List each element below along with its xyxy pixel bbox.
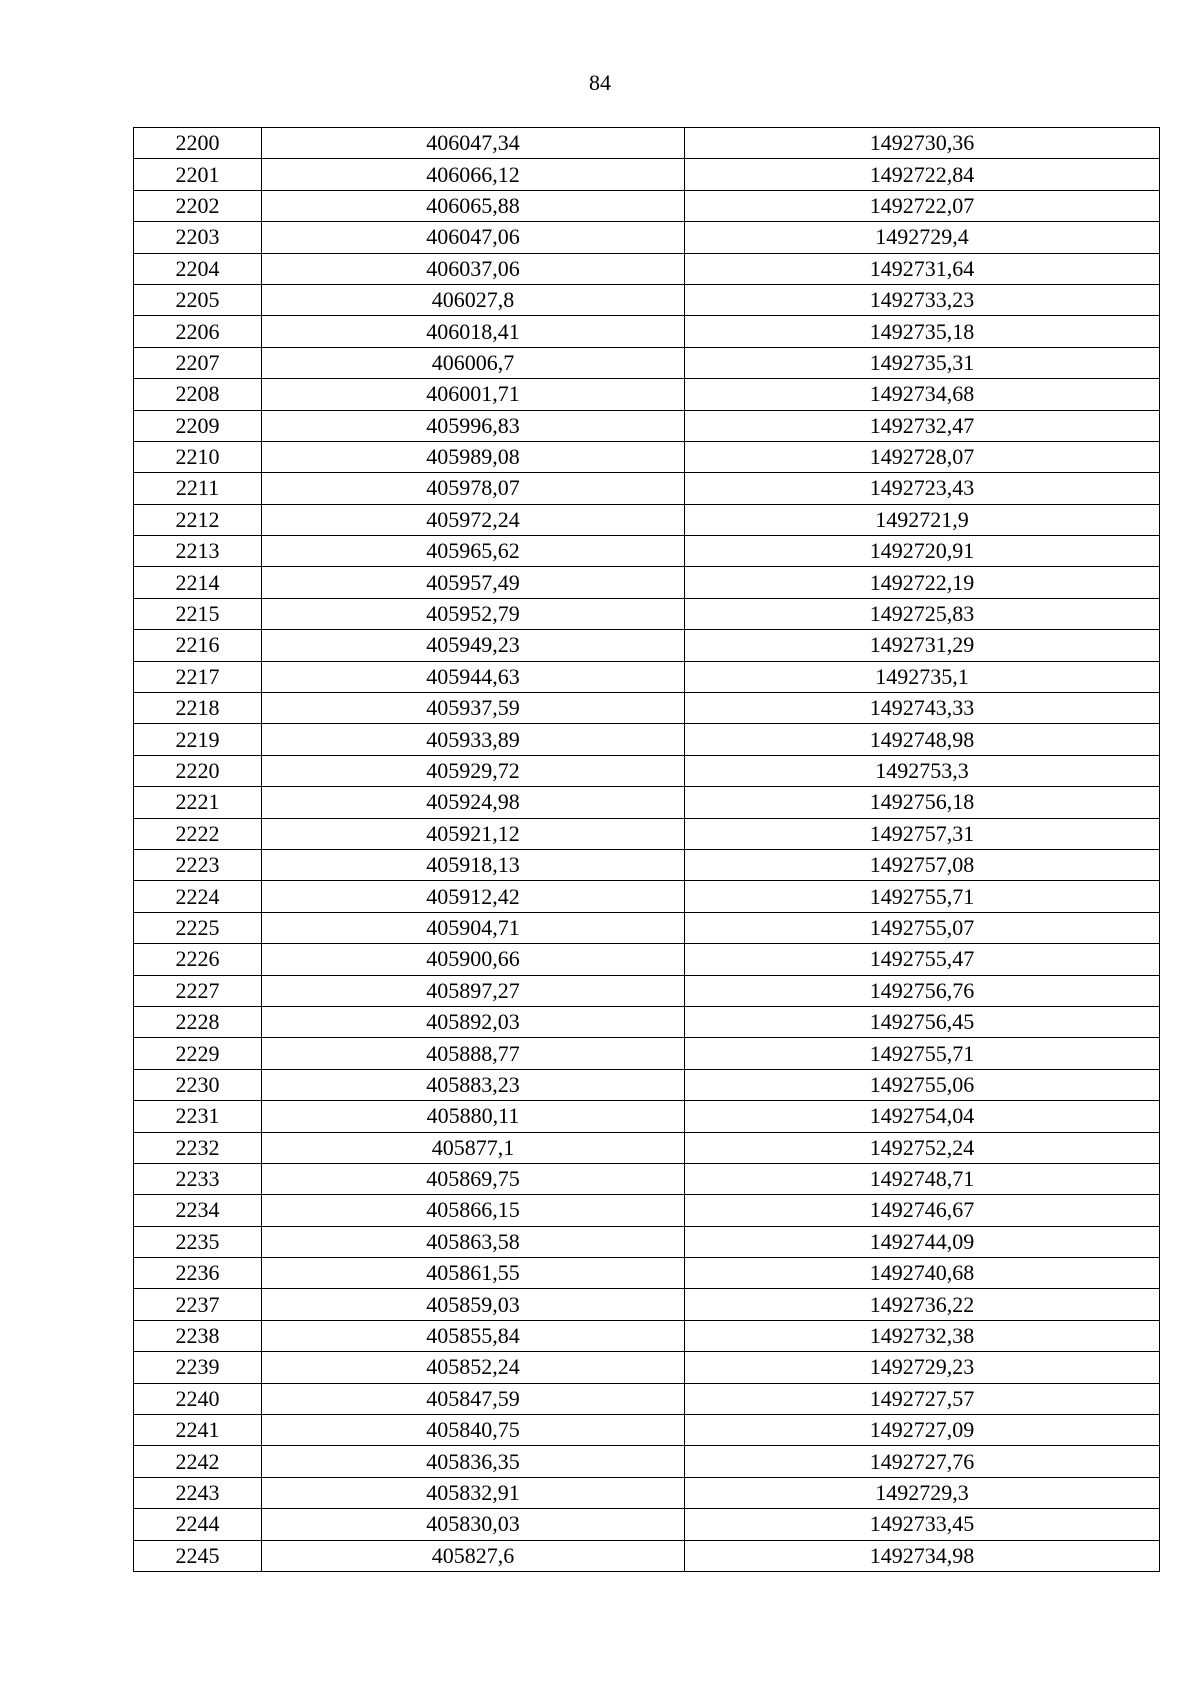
table-row: [134, 912, 1160, 943]
x-coordinate-cell: 405880,11: [262, 1101, 685, 1132]
y-coordinate-cell: 1492722,19: [685, 567, 1160, 598]
y-coordinate-cell: 1492746,67: [685, 1195, 1160, 1226]
y-coordinate-cell: 1492736,22: [685, 1289, 1160, 1320]
table-row: [134, 818, 1160, 849]
point-number-cell: 2211: [134, 473, 262, 504]
point-number-cell: 2244: [134, 1509, 262, 1540]
x-coordinate-cell: 406047,34: [262, 128, 685, 159]
table-row: [134, 1446, 1160, 1477]
y-coordinate-cell: 1492727,76: [685, 1446, 1160, 1477]
x-coordinate-cell: 405904,71: [262, 912, 685, 943]
table-row: [134, 787, 1160, 818]
point-number-cell: 2206: [134, 316, 262, 347]
x-coordinate-cell: 405840,75: [262, 1415, 685, 1446]
x-coordinate-cell: 405900,66: [262, 944, 685, 975]
x-coordinate-cell: 405933,89: [262, 724, 685, 755]
x-coordinate-cell: 405892,03: [262, 1006, 685, 1037]
x-coordinate-cell: 405836,35: [262, 1446, 685, 1477]
y-coordinate-cell: 1492730,36: [685, 128, 1160, 159]
y-coordinate-cell: 1492755,47: [685, 944, 1160, 975]
table-row: [134, 441, 1160, 472]
table-row: [134, 630, 1160, 661]
y-coordinate-cell: 1492725,83: [685, 598, 1160, 629]
x-coordinate-cell: 406018,41: [262, 316, 685, 347]
point-number-cell: 2210: [134, 441, 262, 472]
point-number-cell: 2209: [134, 410, 262, 441]
point-number-cell: 2239: [134, 1352, 262, 1383]
x-coordinate-cell: 406027,8: [262, 284, 685, 315]
point-number-cell: 2233: [134, 1163, 262, 1194]
table-row: [134, 1477, 1160, 1508]
y-coordinate-cell: 1492754,04: [685, 1101, 1160, 1132]
table-row: [134, 253, 1160, 284]
page-number: 84: [589, 70, 611, 95]
x-coordinate-cell: 405861,55: [262, 1258, 685, 1289]
table-row: [134, 1289, 1160, 1320]
point-number-cell: 2201: [134, 159, 262, 190]
table-row: [134, 944, 1160, 975]
x-coordinate-cell: 405877,1: [262, 1132, 685, 1163]
table-row: [134, 1540, 1160, 1571]
table-row: [134, 755, 1160, 786]
table-row: [134, 190, 1160, 221]
x-coordinate-cell: 405996,83: [262, 410, 685, 441]
point-number-cell: 2229: [134, 1038, 262, 1069]
table-row: [134, 284, 1160, 315]
x-coordinate-cell: 405827,6: [262, 1540, 685, 1571]
y-coordinate-cell: 1492757,08: [685, 849, 1160, 880]
y-coordinate-cell: 1492733,23: [685, 284, 1160, 315]
x-coordinate-cell: 405863,58: [262, 1226, 685, 1257]
x-coordinate-cell: 405855,84: [262, 1320, 685, 1351]
y-coordinate-cell: 1492733,45: [685, 1509, 1160, 1540]
point-number-cell: 2220: [134, 755, 262, 786]
y-coordinate-cell: 1492735,1: [685, 661, 1160, 692]
y-coordinate-cell: 1492755,07: [685, 912, 1160, 943]
point-number-cell: 2245: [134, 1540, 262, 1571]
x-coordinate-cell: 405859,03: [262, 1289, 685, 1320]
table-row: [134, 347, 1160, 378]
point-number-cell: 2227: [134, 975, 262, 1006]
table-row: [134, 693, 1160, 724]
table-row: [134, 1132, 1160, 1163]
point-number-cell: 2222: [134, 818, 262, 849]
x-coordinate-cell: 406047,06: [262, 222, 685, 253]
table-row: [134, 598, 1160, 629]
point-number-cell: 2217: [134, 661, 262, 692]
coordinates-table-body: [134, 128, 1160, 1572]
x-coordinate-cell: 405921,12: [262, 818, 685, 849]
x-coordinate-cell: 405918,13: [262, 849, 685, 880]
y-coordinate-cell: 1492748,98: [685, 724, 1160, 755]
x-coordinate-cell: 405937,59: [262, 693, 685, 724]
point-number-cell: 2207: [134, 347, 262, 378]
table-row: [134, 473, 1160, 504]
point-number-cell: 2236: [134, 1258, 262, 1289]
x-coordinate-cell: 405929,72: [262, 755, 685, 786]
x-coordinate-cell: 405978,07: [262, 473, 685, 504]
table-row: [134, 1415, 1160, 1446]
y-coordinate-cell: 1492735,31: [685, 347, 1160, 378]
y-coordinate-cell: 1492735,18: [685, 316, 1160, 347]
point-number-cell: 2203: [134, 222, 262, 253]
x-coordinate-cell: 406065,88: [262, 190, 685, 221]
table-row: [134, 128, 1160, 159]
point-number-cell: 2231: [134, 1101, 262, 1132]
point-number-cell: 2202: [134, 190, 262, 221]
table-row: [134, 724, 1160, 755]
y-coordinate-cell: 1492756,18: [685, 787, 1160, 818]
y-coordinate-cell: 1492727,09: [685, 1415, 1160, 1446]
point-number-cell: 2240: [134, 1383, 262, 1414]
y-coordinate-cell: 1492721,9: [685, 504, 1160, 535]
table-row: [134, 536, 1160, 567]
table-row: [134, 849, 1160, 880]
y-coordinate-cell: 1492731,64: [685, 253, 1160, 284]
y-coordinate-cell: 1492722,07: [685, 190, 1160, 221]
y-coordinate-cell: 1492727,57: [685, 1383, 1160, 1414]
table-row: [134, 1163, 1160, 1194]
y-coordinate-cell: 1492752,24: [685, 1132, 1160, 1163]
x-coordinate-cell: 406001,71: [262, 379, 685, 410]
point-number-cell: 2224: [134, 881, 262, 912]
x-coordinate-cell: 405832,91: [262, 1477, 685, 1508]
table-row: [134, 1383, 1160, 1414]
y-coordinate-cell: 1492744,09: [685, 1226, 1160, 1257]
x-coordinate-cell: 405897,27: [262, 975, 685, 1006]
point-number-cell: 2237: [134, 1289, 262, 1320]
point-number-cell: 2228: [134, 1006, 262, 1037]
y-coordinate-cell: 1492755,06: [685, 1069, 1160, 1100]
y-coordinate-cell: 1492732,47: [685, 410, 1160, 441]
y-coordinate-cell: 1492740,68: [685, 1258, 1160, 1289]
point-number-cell: 2219: [134, 724, 262, 755]
point-number-cell: 2214: [134, 567, 262, 598]
table-row: [134, 1509, 1160, 1540]
x-coordinate-cell: 405965,62: [262, 536, 685, 567]
point-number-cell: 2232: [134, 1132, 262, 1163]
x-coordinate-cell: 406066,12: [262, 159, 685, 190]
y-coordinate-cell: 1492756,76: [685, 975, 1160, 1006]
table-row: [134, 1226, 1160, 1257]
y-coordinate-cell: 1492722,84: [685, 159, 1160, 190]
table-row: [134, 661, 1160, 692]
table-row: [134, 410, 1160, 441]
x-coordinate-cell: 405852,24: [262, 1352, 685, 1383]
table-row: [134, 1258, 1160, 1289]
x-coordinate-cell: 405924,98: [262, 787, 685, 818]
point-number-cell: 2226: [134, 944, 262, 975]
x-coordinate-cell: 405869,75: [262, 1163, 685, 1194]
point-number-cell: 2243: [134, 1477, 262, 1508]
x-coordinate-cell: 405957,49: [262, 567, 685, 598]
table-row: [134, 1101, 1160, 1132]
point-number-cell: 2223: [134, 849, 262, 880]
y-coordinate-cell: 1492729,4: [685, 222, 1160, 253]
y-coordinate-cell: 1492729,23: [685, 1352, 1160, 1383]
x-coordinate-cell: 405866,15: [262, 1195, 685, 1226]
point-number-cell: 2225: [134, 912, 262, 943]
point-number-cell: 2235: [134, 1226, 262, 1257]
point-number-cell: 2241: [134, 1415, 262, 1446]
table-row: [134, 1320, 1160, 1351]
point-number-cell: 2242: [134, 1446, 262, 1477]
point-number-cell: 2216: [134, 630, 262, 661]
x-coordinate-cell: 405830,03: [262, 1509, 685, 1540]
x-coordinate-cell: 405949,23: [262, 630, 685, 661]
y-coordinate-cell: 1492755,71: [685, 881, 1160, 912]
y-coordinate-cell: 1492748,71: [685, 1163, 1160, 1194]
table-row: [134, 504, 1160, 535]
table-row: [134, 316, 1160, 347]
table-row: [134, 159, 1160, 190]
table-row: [134, 1069, 1160, 1100]
x-coordinate-cell: 405989,08: [262, 441, 685, 472]
point-number-cell: 2238: [134, 1320, 262, 1351]
x-coordinate-cell: 405944,63: [262, 661, 685, 692]
point-number-cell: 2204: [134, 253, 262, 284]
y-coordinate-cell: 1492753,3: [685, 755, 1160, 786]
y-coordinate-cell: 1492732,38: [685, 1320, 1160, 1351]
y-coordinate-cell: 1492757,31: [685, 818, 1160, 849]
table-row: [134, 1006, 1160, 1037]
point-number-cell: 2218: [134, 693, 262, 724]
x-coordinate-cell: 405912,42: [262, 881, 685, 912]
point-number-cell: 2200: [134, 128, 262, 159]
point-number-cell: 2212: [134, 504, 262, 535]
y-coordinate-cell: 1492756,45: [685, 1006, 1160, 1037]
y-coordinate-cell: 1492728,07: [685, 441, 1160, 472]
table-row: [134, 1195, 1160, 1226]
table-row: [134, 1038, 1160, 1069]
point-number-cell: 2215: [134, 598, 262, 629]
point-number-cell: 2230: [134, 1069, 262, 1100]
table-row: [134, 881, 1160, 912]
y-coordinate-cell: 1492734,98: [685, 1540, 1160, 1571]
y-coordinate-cell: 1492734,68: [685, 379, 1160, 410]
x-coordinate-cell: 405883,23: [262, 1069, 685, 1100]
x-coordinate-cell: 405888,77: [262, 1038, 685, 1069]
y-coordinate-cell: 1492723,43: [685, 473, 1160, 504]
y-coordinate-cell: 1492731,29: [685, 630, 1160, 661]
table-row: [134, 222, 1160, 253]
x-coordinate-cell: 405952,79: [262, 598, 685, 629]
x-coordinate-cell: 406006,7: [262, 347, 685, 378]
x-coordinate-cell: 406037,06: [262, 253, 685, 284]
table-row: [134, 975, 1160, 1006]
point-number-cell: 2234: [134, 1195, 262, 1226]
point-number-cell: 2208: [134, 379, 262, 410]
y-coordinate-cell: 1492729,3: [685, 1477, 1160, 1508]
point-number-cell: 2205: [134, 284, 262, 315]
x-coordinate-cell: 405972,24: [262, 504, 685, 535]
y-coordinate-cell: 1492755,71: [685, 1038, 1160, 1069]
y-coordinate-cell: 1492720,91: [685, 536, 1160, 567]
table-row: [134, 379, 1160, 410]
coordinates-table: [133, 127, 1160, 1572]
y-coordinate-cell: 1492743,33: [685, 693, 1160, 724]
x-coordinate-cell: 405847,59: [262, 1383, 685, 1414]
point-number-cell: 2213: [134, 536, 262, 567]
table-row: [134, 567, 1160, 598]
point-number-cell: 2221: [134, 787, 262, 818]
table-row: [134, 1352, 1160, 1383]
